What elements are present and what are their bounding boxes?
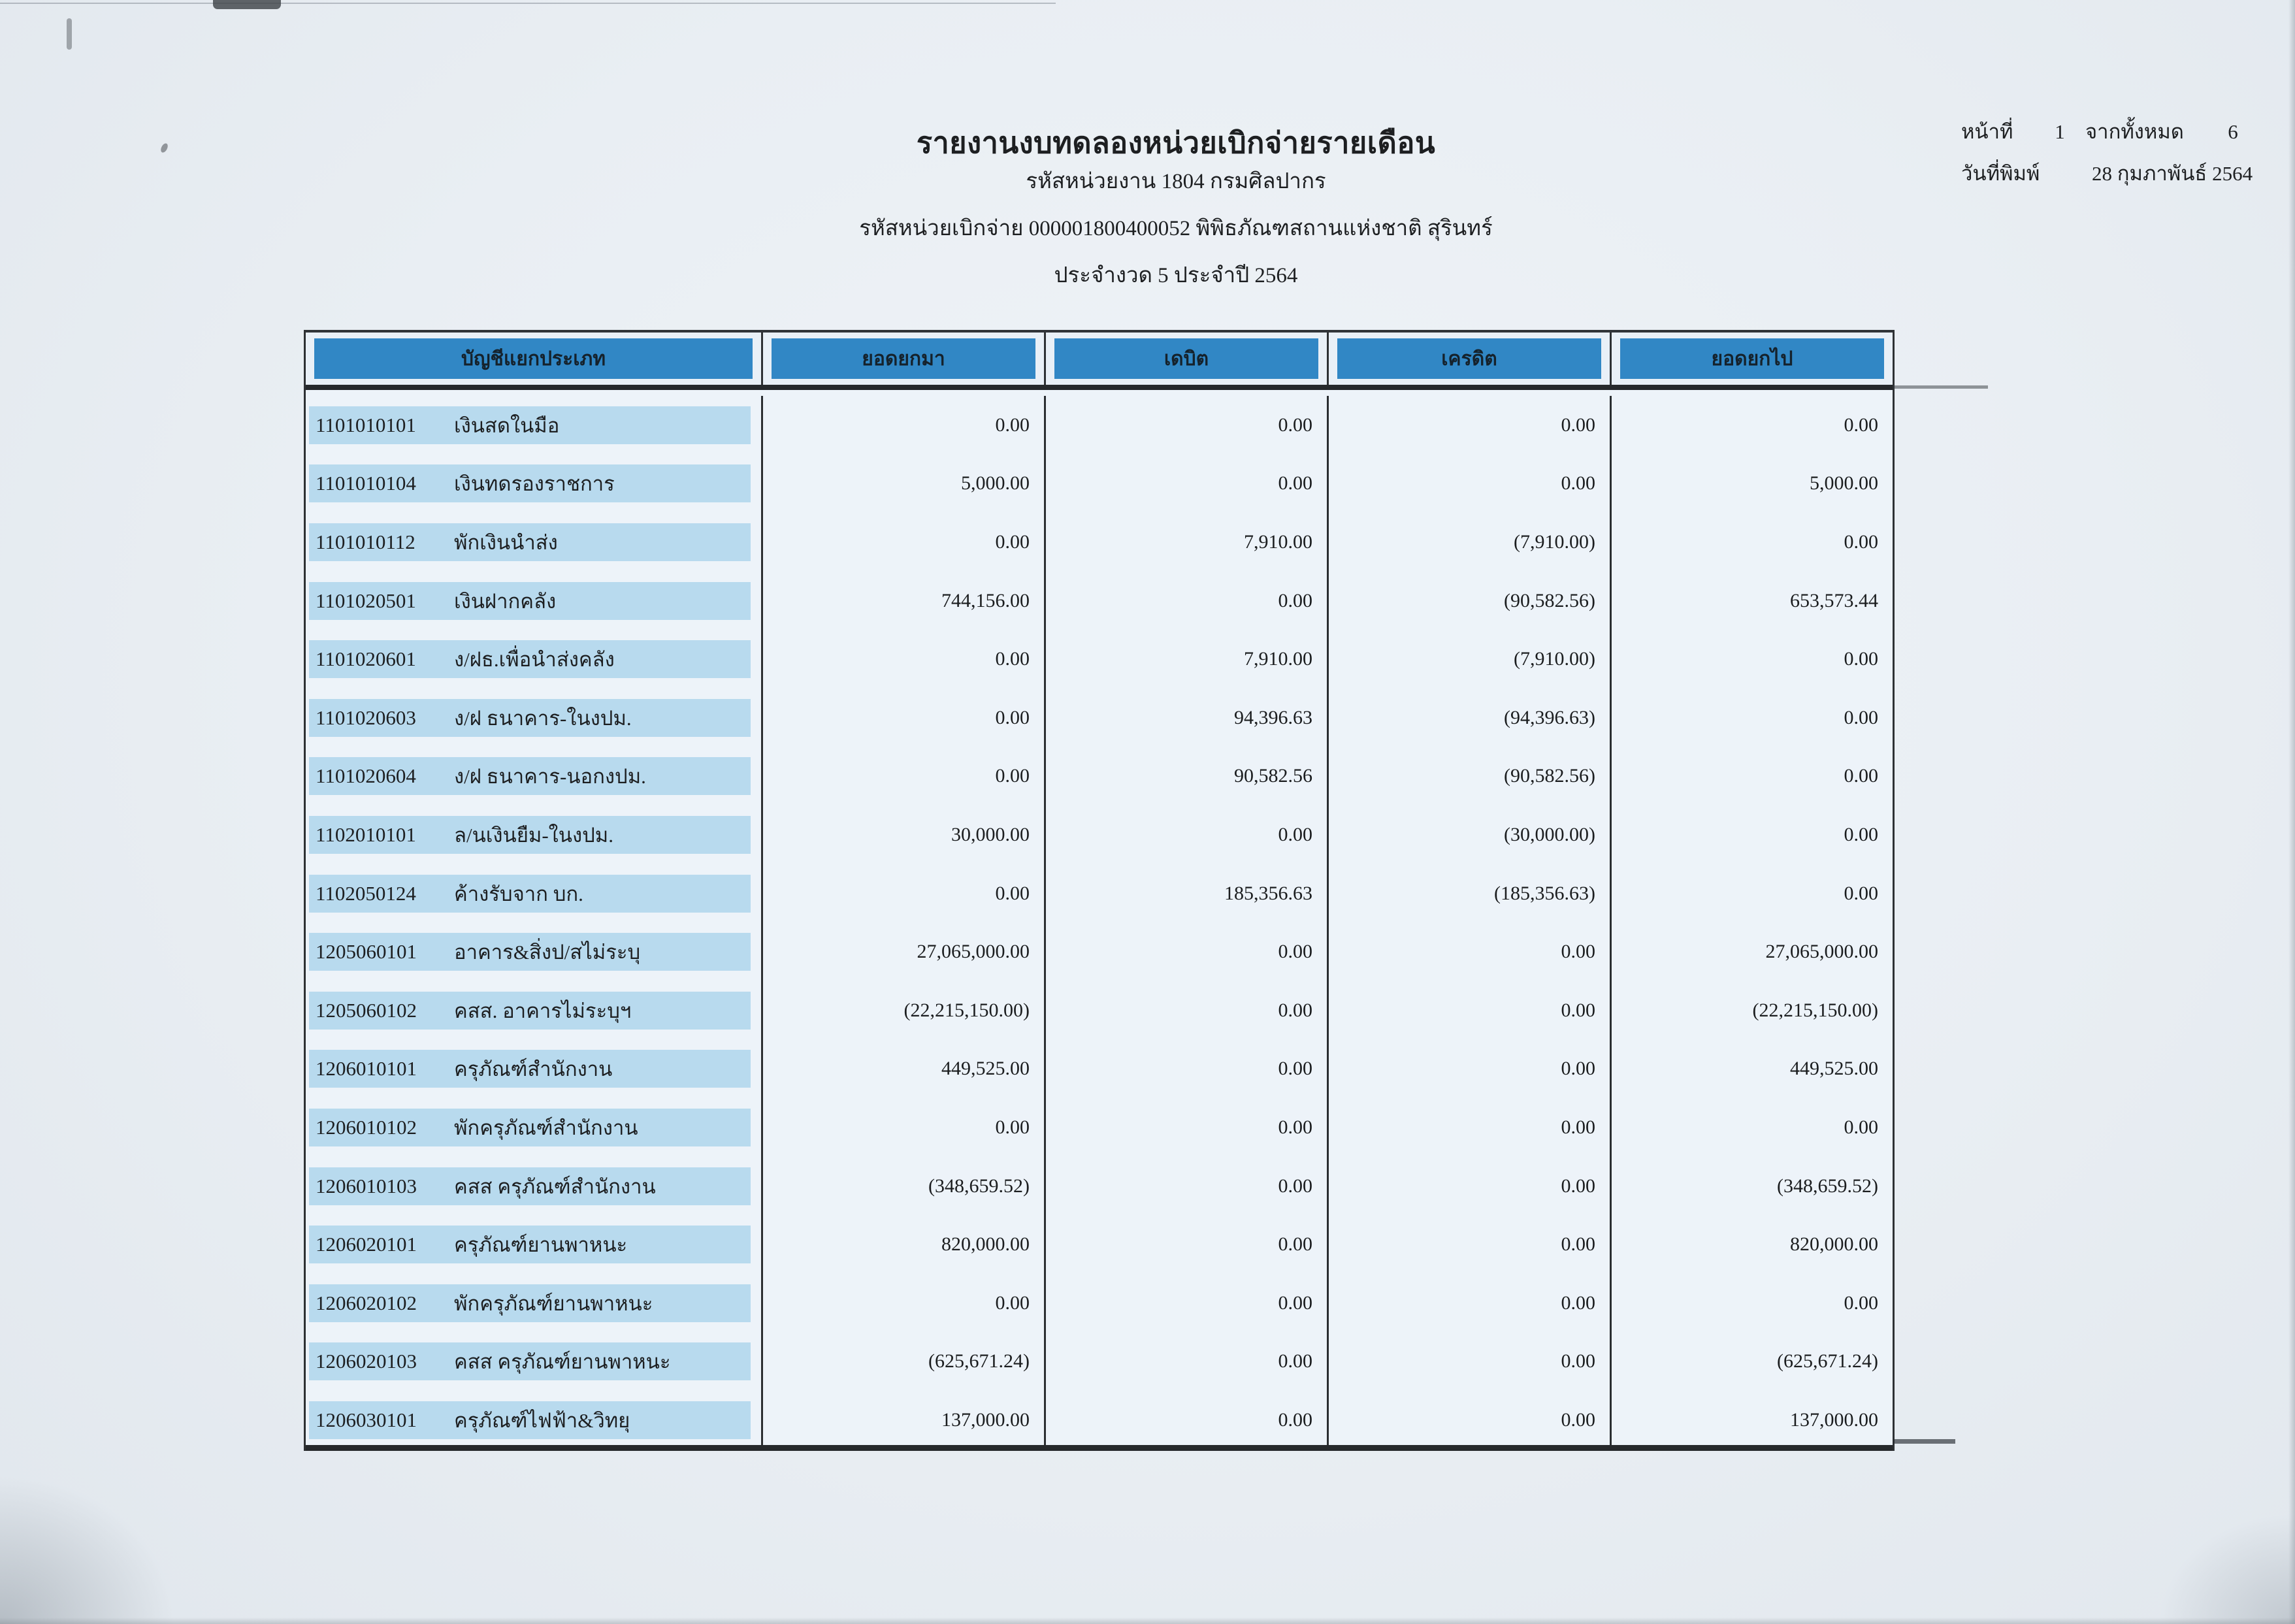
account-name: ง/ฝ ธนาคาร-นอกงปม. bbox=[454, 765, 646, 788]
header-cell-debit bbox=[1046, 333, 1329, 385]
account-highlight-bar bbox=[309, 406, 751, 444]
page-label: หน้าที่ bbox=[1961, 120, 2013, 143]
carry-forward-amount: (348,659.52) bbox=[763, 1157, 1046, 1216]
debit-amount: 0.00 bbox=[1046, 1157, 1329, 1216]
table-row bbox=[306, 689, 1893, 747]
page-info-block bbox=[1961, 115, 2259, 199]
page-number: 1 bbox=[2055, 120, 2065, 143]
carry-forward-amount: 30,000.00 bbox=[763, 805, 1046, 864]
account-code: 1101020603 bbox=[316, 706, 416, 729]
account-highlight-bar bbox=[309, 699, 751, 737]
scan-corner-shadow-bottom-right bbox=[2158, 1513, 2295, 1624]
balance-amount: 0.00 bbox=[1844, 1116, 1878, 1138]
credit-amount: (94,396.63) bbox=[1329, 689, 1612, 747]
debit-amount: 0.00 bbox=[1046, 1333, 1329, 1391]
debit-amount: 7,910.00 bbox=[1046, 513, 1329, 572]
table-row bbox=[306, 455, 1893, 513]
balance-amount: (22,215,150.00) bbox=[1752, 999, 1878, 1021]
credit-amount: (185,356.63) bbox=[1329, 864, 1612, 923]
table-row bbox=[306, 1215, 1893, 1274]
scan-top-edge-line bbox=[0, 3, 1056, 4]
print-date-label: วันที่พิมพ์ bbox=[1961, 162, 2040, 185]
scan-bottom-edge-shadow bbox=[0, 1617, 2295, 1624]
print-date-value: 28 กุมภาพันธ์ 2564 bbox=[2092, 162, 2253, 185]
credit-amount: 0.00 bbox=[1329, 455, 1612, 513]
account-name: เงินสดในมือ bbox=[454, 414, 560, 437]
account-name: ง/ฝธ.เพื่อนำส่งคลัง bbox=[454, 648, 615, 672]
account-highlight-bar bbox=[309, 464, 751, 502]
header-cell-credit bbox=[1329, 333, 1612, 385]
report-agency-line: รหัสหน่วยงาน 1804 กรมศิลปากร bbox=[1026, 170, 1326, 193]
account-cell bbox=[306, 1040, 763, 1099]
account-cell bbox=[306, 1274, 763, 1333]
balance-amount: (625,671.24) bbox=[1777, 1350, 1878, 1372]
table-row bbox=[306, 572, 1893, 630]
credit-amount: (7,910.00) bbox=[1329, 630, 1612, 689]
account-cell bbox=[306, 396, 763, 455]
scan-bottom-line-extension bbox=[1893, 1439, 1955, 1444]
account-cell bbox=[306, 1333, 763, 1391]
account-highlight-bar bbox=[309, 640, 751, 678]
account-cell bbox=[306, 1098, 763, 1157]
account-highlight-bar bbox=[309, 1226, 751, 1263]
account-code: 1102010101 bbox=[316, 822, 416, 846]
credit-amount: 0.00 bbox=[1329, 1333, 1612, 1391]
total-pages: 6 bbox=[2228, 120, 2238, 143]
account-name: ครุภัณฑ์สำนักงาน bbox=[454, 1058, 613, 1081]
debit-amount: 90,582.56 bbox=[1046, 747, 1329, 806]
account-code: 1206020102 bbox=[316, 1291, 417, 1314]
carry-forward-amount: 0.00 bbox=[763, 513, 1046, 572]
account-code: 1101010112 bbox=[316, 530, 415, 553]
account-name: ครุภัณฑ์ยานพาหนะ bbox=[454, 1233, 628, 1257]
account-highlight-bar bbox=[309, 816, 751, 854]
credit-amount: 0.00 bbox=[1329, 1215, 1612, 1274]
account-name: คสส ครุภัณฑ์ยานพาหนะ bbox=[454, 1350, 671, 1374]
page-number-row bbox=[1961, 115, 2259, 157]
account-code: 1102050124 bbox=[316, 881, 416, 905]
account-code: 1206010101 bbox=[316, 1057, 417, 1080]
account-cell bbox=[306, 572, 763, 630]
table-row bbox=[306, 864, 1893, 923]
credit-amount: 0.00 bbox=[1329, 922, 1612, 981]
scan-top-smudge bbox=[213, 0, 281, 9]
account-cell bbox=[306, 981, 763, 1040]
account-highlight-bar bbox=[309, 1050, 751, 1088]
account-code: 1206010103 bbox=[316, 1174, 417, 1197]
account-code: 1206030101 bbox=[316, 1408, 417, 1431]
debit-amount: 0.00 bbox=[1046, 981, 1329, 1040]
account-name: พักครุภัณฑ์ยานพาหนะ bbox=[454, 1291, 653, 1315]
header-cell-account bbox=[306, 333, 763, 385]
debit-amount: 0.00 bbox=[1046, 1098, 1329, 1157]
balance-amount: 0.00 bbox=[1844, 882, 1878, 904]
account-cell bbox=[306, 1157, 763, 1216]
account-cell bbox=[306, 1391, 763, 1450]
debit-amount: 0.00 bbox=[1046, 396, 1329, 455]
of-total-label: จากทั้งหมด bbox=[2085, 120, 2184, 143]
credit-amount: 0.00 bbox=[1329, 1098, 1612, 1157]
account-highlight-bar bbox=[309, 1109, 751, 1146]
credit-amount: 0.00 bbox=[1329, 1391, 1612, 1450]
carry-forward-amount: 0.00 bbox=[763, 1098, 1046, 1157]
account-highlight-bar bbox=[309, 1401, 751, 1439]
table-body bbox=[306, 390, 1893, 1451]
debit-amount: 0.00 bbox=[1046, 1040, 1329, 1099]
account-code: 1206020101 bbox=[316, 1233, 417, 1256]
credit-amount: 0.00 bbox=[1329, 981, 1612, 1040]
balance-amount: 0.00 bbox=[1844, 706, 1878, 728]
trial-balance-table bbox=[304, 330, 1895, 1451]
table-row bbox=[306, 630, 1893, 689]
debit-amount: 0.00 bbox=[1046, 1391, 1329, 1450]
account-highlight-bar bbox=[309, 933, 751, 971]
debit-amount: 0.00 bbox=[1046, 922, 1329, 981]
header-cell-balance bbox=[1612, 333, 1893, 385]
table-row bbox=[306, 1391, 1893, 1450]
account-highlight-bar bbox=[309, 523, 751, 561]
balance-amount: 5,000.00 bbox=[1810, 472, 1878, 495]
credit-amount: 0.00 bbox=[1329, 1040, 1612, 1099]
debit-amount: 0.00 bbox=[1046, 572, 1329, 630]
balance-amount: 137,000.00 bbox=[1790, 1408, 1878, 1431]
header-label-credit: เครดิต bbox=[1337, 338, 1601, 379]
carry-forward-amount: (22,215,150.00) bbox=[763, 981, 1046, 1040]
account-name: ง/ฝ ธนาคาร-ในงปม. bbox=[454, 706, 632, 730]
carry-forward-amount: 0.00 bbox=[763, 396, 1046, 455]
account-cell bbox=[306, 455, 763, 513]
account-code: 1205060101 bbox=[316, 940, 417, 964]
account-cell bbox=[306, 922, 763, 981]
account-highlight-bar bbox=[309, 1167, 751, 1205]
balance-amount: 0.00 bbox=[1844, 414, 1878, 436]
account-highlight-bar bbox=[309, 1284, 751, 1322]
account-name: คสส. อาคารไม่ระบุฯ bbox=[454, 999, 632, 1022]
account-name: คสส ครุภัณฑ์สำนักงาน bbox=[454, 1175, 656, 1198]
account-code: 1101020601 bbox=[316, 647, 416, 671]
balance-amount: (348,659.52) bbox=[1777, 1175, 1878, 1197]
credit-amount: (90,582.56) bbox=[1329, 747, 1612, 806]
table-row bbox=[306, 922, 1893, 981]
credit-amount: (90,582.56) bbox=[1329, 572, 1612, 630]
carry-forward-amount: 0.00 bbox=[763, 1274, 1046, 1333]
balance-amount: 653,573.44 bbox=[1790, 589, 1878, 611]
table-row bbox=[306, 513, 1893, 572]
table-row bbox=[306, 981, 1893, 1040]
carry-forward-amount: 820,000.00 bbox=[763, 1215, 1046, 1274]
header-label-balance: ยอดยกไป bbox=[1620, 338, 1884, 379]
scan-right-edge-shadow bbox=[2288, 0, 2295, 1624]
account-name: เงินฝากคลัง bbox=[454, 589, 557, 613]
report-unit-line: รหัสหน่วยเบิกจ่าย 000001800400052 พิพิธภัณฑสถานแห่งชาติ สุรินทร์ bbox=[859, 217, 1493, 240]
account-code: 1101010101 bbox=[316, 413, 416, 436]
account-highlight-bar bbox=[309, 582, 751, 620]
debit-amount: 0.00 bbox=[1046, 1274, 1329, 1333]
debit-amount: 185,356.63 bbox=[1046, 864, 1329, 923]
carry-forward-amount: 0.00 bbox=[763, 864, 1046, 923]
header-label-account: บัญชีแยกประเภท bbox=[314, 338, 753, 379]
scan-corner-shadow-bottom-left bbox=[0, 1474, 176, 1624]
debit-amount: 94,396.63 bbox=[1046, 689, 1329, 747]
credit-amount: (7,910.00) bbox=[1329, 513, 1612, 572]
balance-amount: 0.00 bbox=[1844, 765, 1878, 787]
account-highlight-bar bbox=[309, 875, 751, 913]
credit-amount: 0.00 bbox=[1329, 1274, 1612, 1333]
print-date-row bbox=[1961, 157, 2259, 199]
balance-amount: 0.00 bbox=[1844, 1291, 1878, 1314]
account-cell bbox=[306, 747, 763, 806]
table-row bbox=[306, 747, 1893, 806]
account-name: พักเงินนำส่ง bbox=[454, 530, 558, 554]
account-code: 1101020604 bbox=[316, 764, 416, 788]
scan-header-line-extension bbox=[1893, 385, 1988, 389]
header-cell-carry-forward bbox=[763, 333, 1046, 385]
table-row bbox=[306, 396, 1893, 455]
account-name: ค้างรับจาก บก. bbox=[454, 882, 583, 905]
report-period-line: ประจำงวด 5 ประจำปี 2564 bbox=[1054, 264, 1298, 287]
account-code: 1206010102 bbox=[316, 1115, 417, 1139]
table-row bbox=[306, 1098, 1893, 1157]
carry-forward-amount: 744,156.00 bbox=[763, 572, 1046, 630]
scan-speck bbox=[160, 142, 169, 154]
debit-amount: 0.00 bbox=[1046, 1215, 1329, 1274]
carry-forward-amount: 449,525.00 bbox=[763, 1040, 1046, 1099]
credit-amount: (30,000.00) bbox=[1329, 805, 1612, 864]
header-label-debit: เดบิต bbox=[1054, 338, 1318, 379]
header-label-carry-forward: ยอดยกมา bbox=[772, 338, 1035, 379]
table-row bbox=[306, 1333, 1893, 1391]
balance-amount: 0.00 bbox=[1844, 530, 1878, 553]
account-highlight-bar bbox=[309, 757, 751, 795]
table-row bbox=[306, 1157, 1893, 1216]
carry-forward-amount: 27,065,000.00 bbox=[763, 922, 1046, 981]
account-cell bbox=[306, 689, 763, 747]
account-code: 1101020501 bbox=[316, 589, 416, 612]
carry-forward-amount: (625,671.24) bbox=[763, 1333, 1046, 1391]
account-highlight-bar bbox=[309, 1342, 751, 1380]
report-title: รายงานงบทดลองหน่วยเบิกจ่ายรายเดือน bbox=[916, 127, 1436, 159]
account-cell bbox=[306, 630, 763, 689]
scan-left-mark bbox=[67, 18, 72, 50]
account-cell bbox=[306, 513, 763, 572]
account-name: ล/นเงินยืม-ในงปม. bbox=[454, 823, 613, 847]
table-row bbox=[306, 1040, 1893, 1099]
debit-amount: 7,910.00 bbox=[1046, 630, 1329, 689]
account-name: เงินทดรองราชการ bbox=[454, 472, 615, 496]
balance-amount: 27,065,000.00 bbox=[1765, 941, 1878, 963]
account-code: 1101010104 bbox=[316, 472, 416, 495]
balance-amount: 0.00 bbox=[1844, 823, 1878, 845]
balance-amount: 0.00 bbox=[1844, 648, 1878, 670]
balance-amount: 449,525.00 bbox=[1790, 1058, 1878, 1080]
account-cell bbox=[306, 864, 763, 923]
account-highlight-bar bbox=[309, 992, 751, 1030]
credit-amount: 0.00 bbox=[1329, 396, 1612, 455]
carry-forward-amount: 5,000.00 bbox=[763, 455, 1046, 513]
table-row bbox=[306, 1274, 1893, 1333]
account-cell bbox=[306, 805, 763, 864]
carry-forward-amount: 0.00 bbox=[763, 630, 1046, 689]
account-name: พักครุภัณฑ์สำนักงาน bbox=[454, 1116, 638, 1139]
carry-forward-amount: 0.00 bbox=[763, 689, 1046, 747]
table-header-row bbox=[306, 330, 1893, 390]
table-row bbox=[306, 805, 1893, 864]
debit-amount: 0.00 bbox=[1046, 805, 1329, 864]
account-name: อาคาร&สิ่งป/สไม่ระบุ bbox=[454, 941, 641, 964]
account-code: 1205060102 bbox=[316, 998, 417, 1022]
account-cell bbox=[306, 1215, 763, 1274]
credit-amount: 0.00 bbox=[1329, 1157, 1612, 1216]
debit-amount: 0.00 bbox=[1046, 455, 1329, 513]
carry-forward-amount: 0.00 bbox=[763, 747, 1046, 806]
account-name: ครุภัณฑ์ไฟฟ้า&วิทยุ bbox=[454, 1408, 630, 1432]
balance-amount: 820,000.00 bbox=[1790, 1233, 1878, 1256]
carry-forward-amount: 137,000.00 bbox=[763, 1391, 1046, 1450]
account-code: 1206020103 bbox=[316, 1350, 417, 1373]
